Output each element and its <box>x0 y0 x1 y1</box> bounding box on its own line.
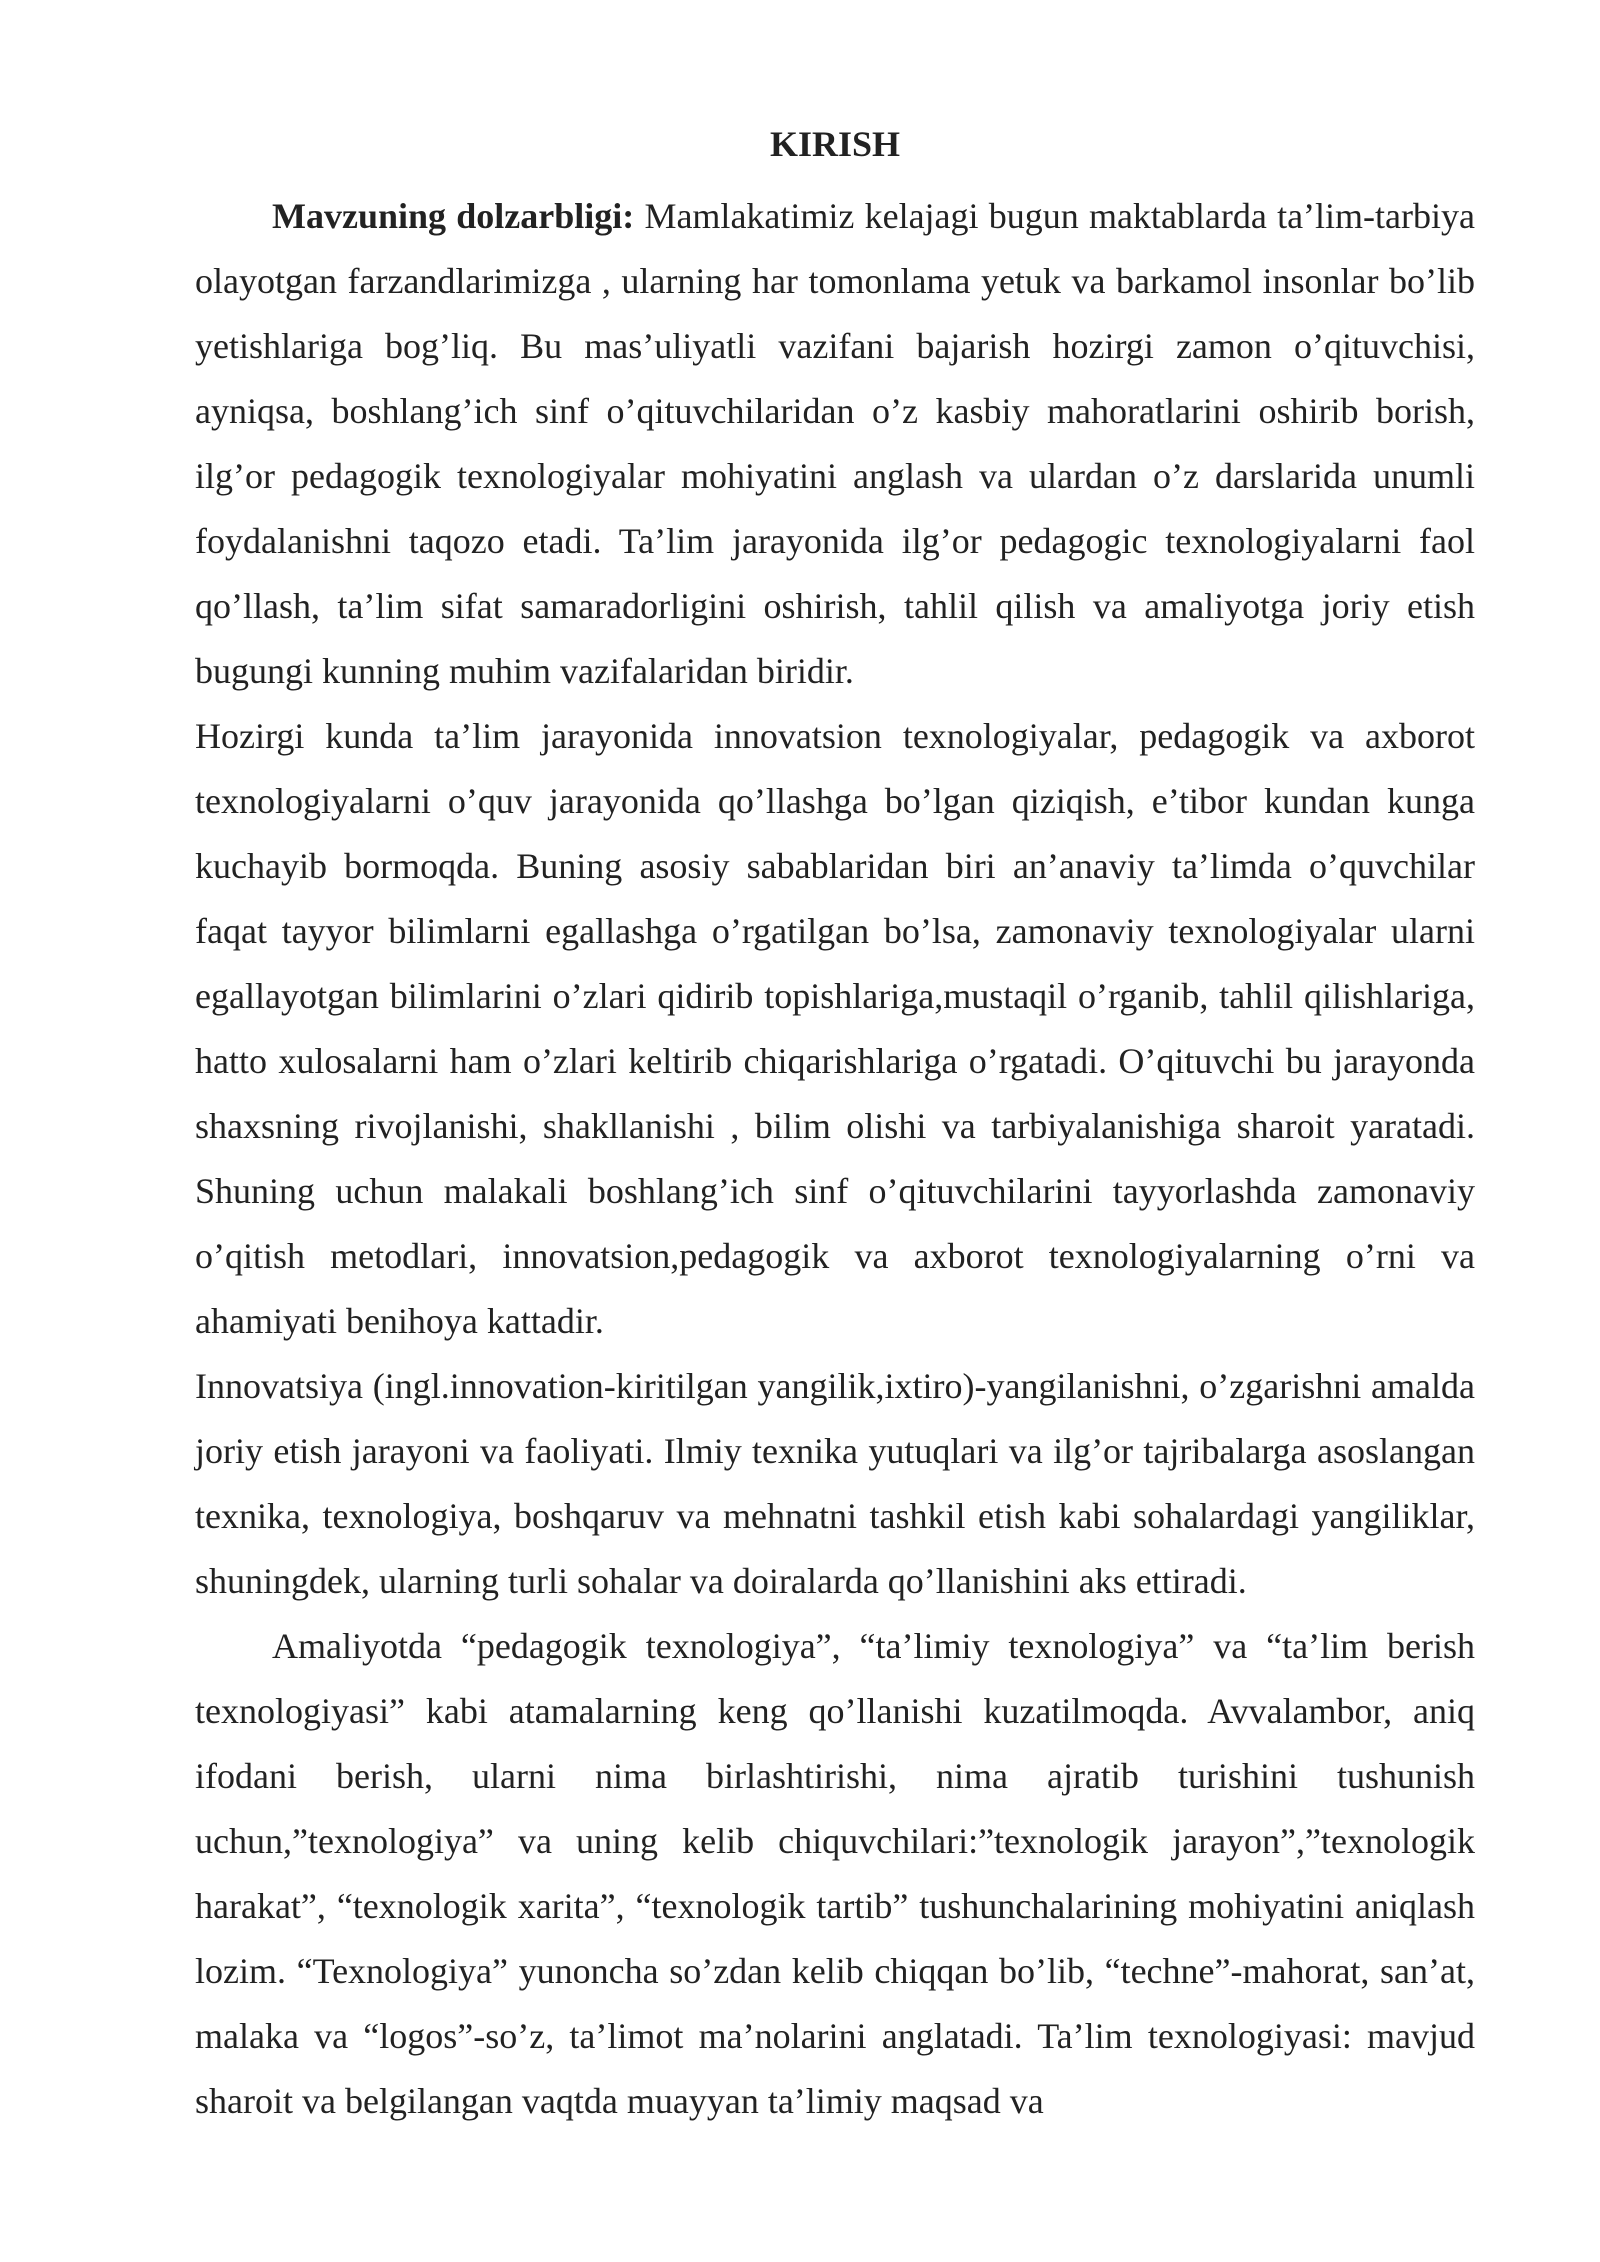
paragraph-innovation-definition: Innovatsiya (ingl.innovation-kiritilgan yangilik,ixtiro)-yangilanishni, o’zgarishni amalda joriy etish jarayoni va faoliyati. Ilmiy texnika yutuqlari va ilg’or tajribalarga asoslangan texnika, texnologiya, boshqaruv va mehnatni tashkil etish kabi sohalardagi yangiliklar, shuningdek, ularning turli sohalar va doiralarda qo’llanishini aks ettiradi. <box>195 1366 1475 1601</box>
paragraph-relevance <box>195 184 1475 704</box>
paragraph-innovative-tech: Hozirgi kunda ta’lim jarayonida innovatsion texnologiyalar, pedagogik va axborot texnologiyalarni o’quv jarayonida qo’llashga bo’lgan qiziqish, e’tibor kundan kunga kuchayib bormoqda. Buning asosiy sabablaridan biri an’anaviy ta’limda o’quvchilar faqat tayyor bilimlarni egallashga o’rgatilgan bo’lsa, zamonaviy texnologiyalar ularni egallayotgan bilimlarini o’zlari qidirib topishlariga,mustaqil o’rganib, tahlil qilishlariga, hatto xulosalarni ham o’zlari keltirib chiqarishlariga o’rgatadi. O’qituvchi bu jarayonda shaxsning rivojlanishi, shakllanishi , bilim olishi va tarbiyalanishiga sharoit yaratadi. Shuning uchun malakali boshlang’ich sinf o’qituvchilarini tayyorlashda zamonaviy o’qitish metodlari, innovatsion,pedagogik va axborot texnologiyalarning o’rni va ahamiyati benihoya kattadir. <box>195 716 1475 1341</box>
paragraph-text: Mamlakatimiz kelajagi bugun maktablarda ta’lim-tarbiya olayotgan farzandlarimizga , ularning har tomonlama yetuk va barkamol insonlar bo’lib yetishlariga bog’liq. Bu mas’uliyatli vazifani bajarish hozirgi zamon o’qituvchisi, ayniqsa, boshlang’ich sinf o’qituvchilaridan o’z kasbiy mahoratlarini oshirib borish, ilg’or pedagogik texnologiyalar mohiyatini anglash va ulardan o’z darslarida unumli foydalanishni taqozo etadi. Ta’lim jarayonida ilg’or pedagogic texnologiyalarni faol qo’llash, ta’lim sifat samaradorligini oshirish, tahlil qilish va amaliyotga joriy etish bugungi kunning muhim vazifalaridan biridir. <box>195 196 1475 691</box>
paragraph-lead: Mavzuning dolzarbligi: <box>272 196 635 236</box>
paragraph-pedagogical-technology: Amaliyotda “pedagogik texnologiya”, “ta’limiy texnologiya” va “ta’lim berish texnologiyasi” kabi atamalarning keng qo’llanishi kuzatilmoqda. Avvalambor, aniq ifodani berish, ularni nima birlashtirishi, nima ajratib turishini tushunish uchun,”texnologiya” va uning kelib chiquvchilari:”texnologik jarayon”,”texnologik harakat”, “texnologik xarita”, “texnologik tartib” tushunchalarining mohiyatini aniqlash lozim. “Texnologiya” yunoncha so’zdan kelib chiqqan bo’lib, “techne”-mahorat, san’at, malaka va “logos”-so’z, ta’limot ma’nolarini anglatadi. Ta’lim texnologiyasi: mavjud sharoit va belgilangan vaqtda muayyan ta’limiy maqsad va <box>195 1626 1475 2121</box>
document-title: KIRISH <box>769 124 901 164</box>
document-page <box>195 118 1475 2134</box>
